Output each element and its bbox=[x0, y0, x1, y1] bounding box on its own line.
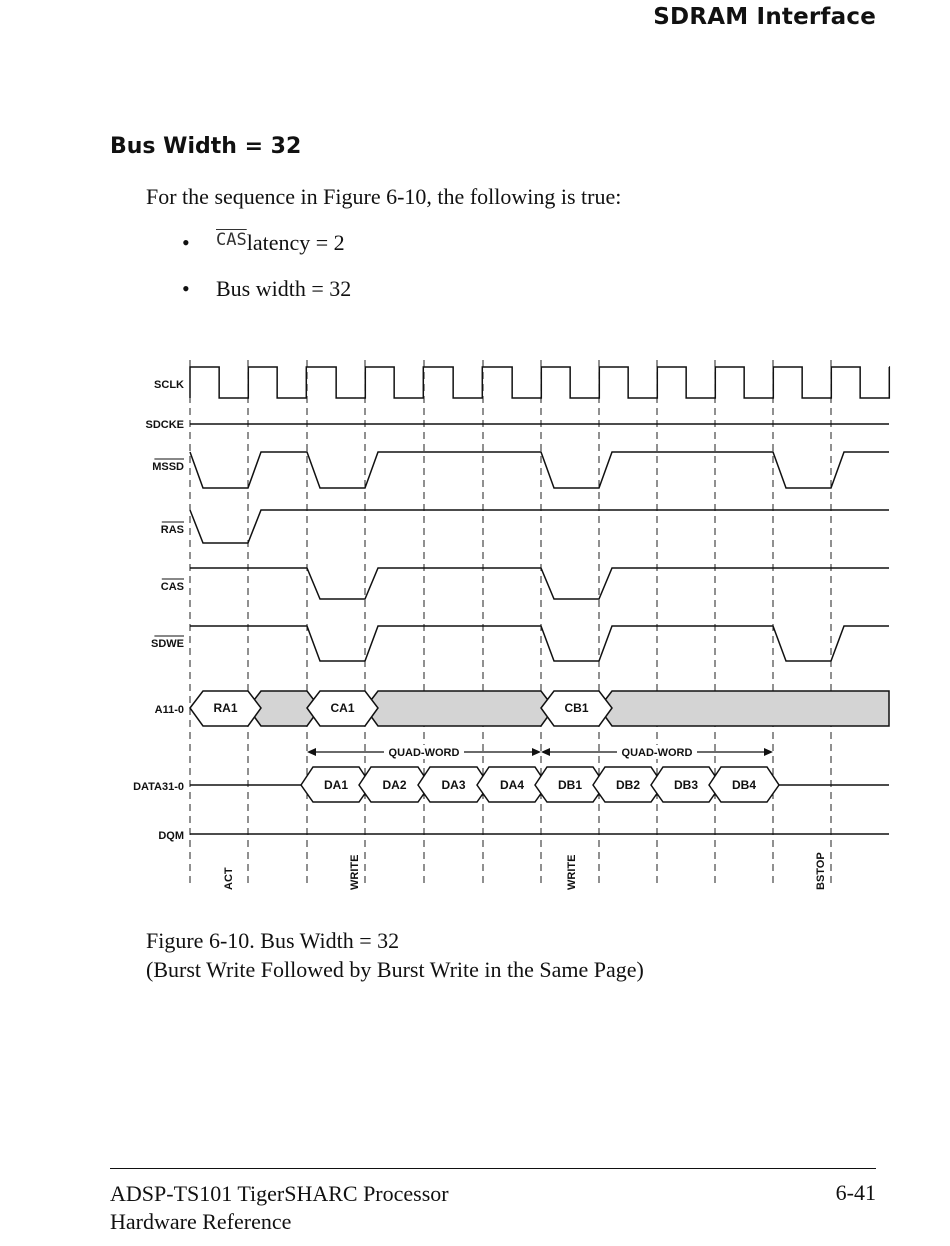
signal-label-data310: DATA31-0 bbox=[133, 781, 184, 793]
command-marker-act: ACT bbox=[223, 867, 235, 890]
bullet-icon: • bbox=[182, 230, 190, 255]
quad-word-arrow-b-head-right bbox=[764, 748, 773, 756]
timing-diagram bbox=[0, 340, 950, 900]
quad-word-arrow-a-label: QUAD-WORD bbox=[388, 747, 460, 759]
data-cell-label: DB3 bbox=[673, 778, 699, 792]
signal-label-sdwe: SDWE bbox=[151, 638, 184, 650]
signal-label-mssd: MSSD bbox=[152, 461, 184, 473]
list-item bbox=[182, 230, 351, 276]
cas-latency-text: latency = 2 bbox=[246, 230, 345, 255]
quad-word-arrow-a-head-right bbox=[532, 748, 541, 756]
address-undefined-region bbox=[365, 691, 554, 726]
data-cell-label: DA1 bbox=[323, 778, 349, 792]
address-undefined-region bbox=[599, 691, 889, 726]
sdwe-waveform bbox=[190, 626, 889, 661]
ras-waveform bbox=[190, 510, 889, 543]
footer-line-2: Hardware Reference bbox=[110, 1209, 292, 1234]
quad-word-arrow-b-label: QUAD-WORD bbox=[621, 747, 693, 759]
command-marker-write: WRITE bbox=[349, 854, 361, 890]
caption-title: Figure 6-10. Bus Width = 32 bbox=[146, 928, 400, 953]
quad-word-arrow-a-head-left bbox=[307, 748, 316, 756]
footer-book-title bbox=[110, 1180, 449, 1236]
signal-label-dqm: DQM bbox=[158, 830, 184, 842]
caption-subtitle: (Burst Write Followed by Burst Write in the Same Page) bbox=[146, 957, 644, 982]
address-cell-label: CA1 bbox=[330, 701, 355, 715]
signal-label-sdcke: SDCKE bbox=[145, 419, 184, 431]
signal-label-ras: RAS bbox=[160, 524, 184, 536]
data-cell-label: DA2 bbox=[382, 778, 407, 792]
footer-rule bbox=[110, 1168, 876, 1169]
list-item bbox=[182, 276, 351, 322]
quad-word-arrow-b-head-left bbox=[541, 748, 550, 756]
footer-line-1: ADSP-TS101 TigerSHARC Processor bbox=[110, 1181, 449, 1206]
cas-waveform bbox=[190, 568, 889, 599]
condition-list bbox=[182, 230, 351, 322]
command-marker-write: WRITE bbox=[566, 854, 578, 890]
sclk-waveform bbox=[190, 367, 889, 398]
command-marker-bstop: BSTOP bbox=[815, 852, 827, 890]
data-cell-label: DB1 bbox=[557, 778, 583, 792]
data-cell-label: DB4 bbox=[731, 778, 757, 792]
address-cell-label: RA1 bbox=[213, 701, 238, 715]
bus-width-text: Bus width = 32 bbox=[216, 276, 352, 301]
data-cell-label: DA4 bbox=[499, 778, 525, 792]
bullet-icon: • bbox=[182, 276, 190, 301]
signal-label-a110: A11-0 bbox=[154, 704, 184, 716]
page-number: 6-41 bbox=[835, 1180, 876, 1205]
figure-caption bbox=[146, 926, 644, 984]
signal-label-cas: CAS bbox=[160, 581, 184, 593]
address-cell-label: CB1 bbox=[564, 701, 589, 715]
running-head: SDRAM Interface bbox=[653, 4, 876, 30]
mssd-waveform bbox=[190, 452, 889, 488]
data-cell-label: DA3 bbox=[441, 778, 466, 792]
signal-label-sclk: SCLK bbox=[154, 379, 184, 391]
intro-paragraph: For the sequence in Figure 6-10, the following is true: bbox=[146, 184, 622, 209]
cas-signal-name: $\overline{CAS}$ bbox=[216, 230, 247, 250]
section-title: Bus Width = 32 bbox=[110, 134, 302, 159]
data-cell-label: DB2 bbox=[615, 778, 641, 792]
